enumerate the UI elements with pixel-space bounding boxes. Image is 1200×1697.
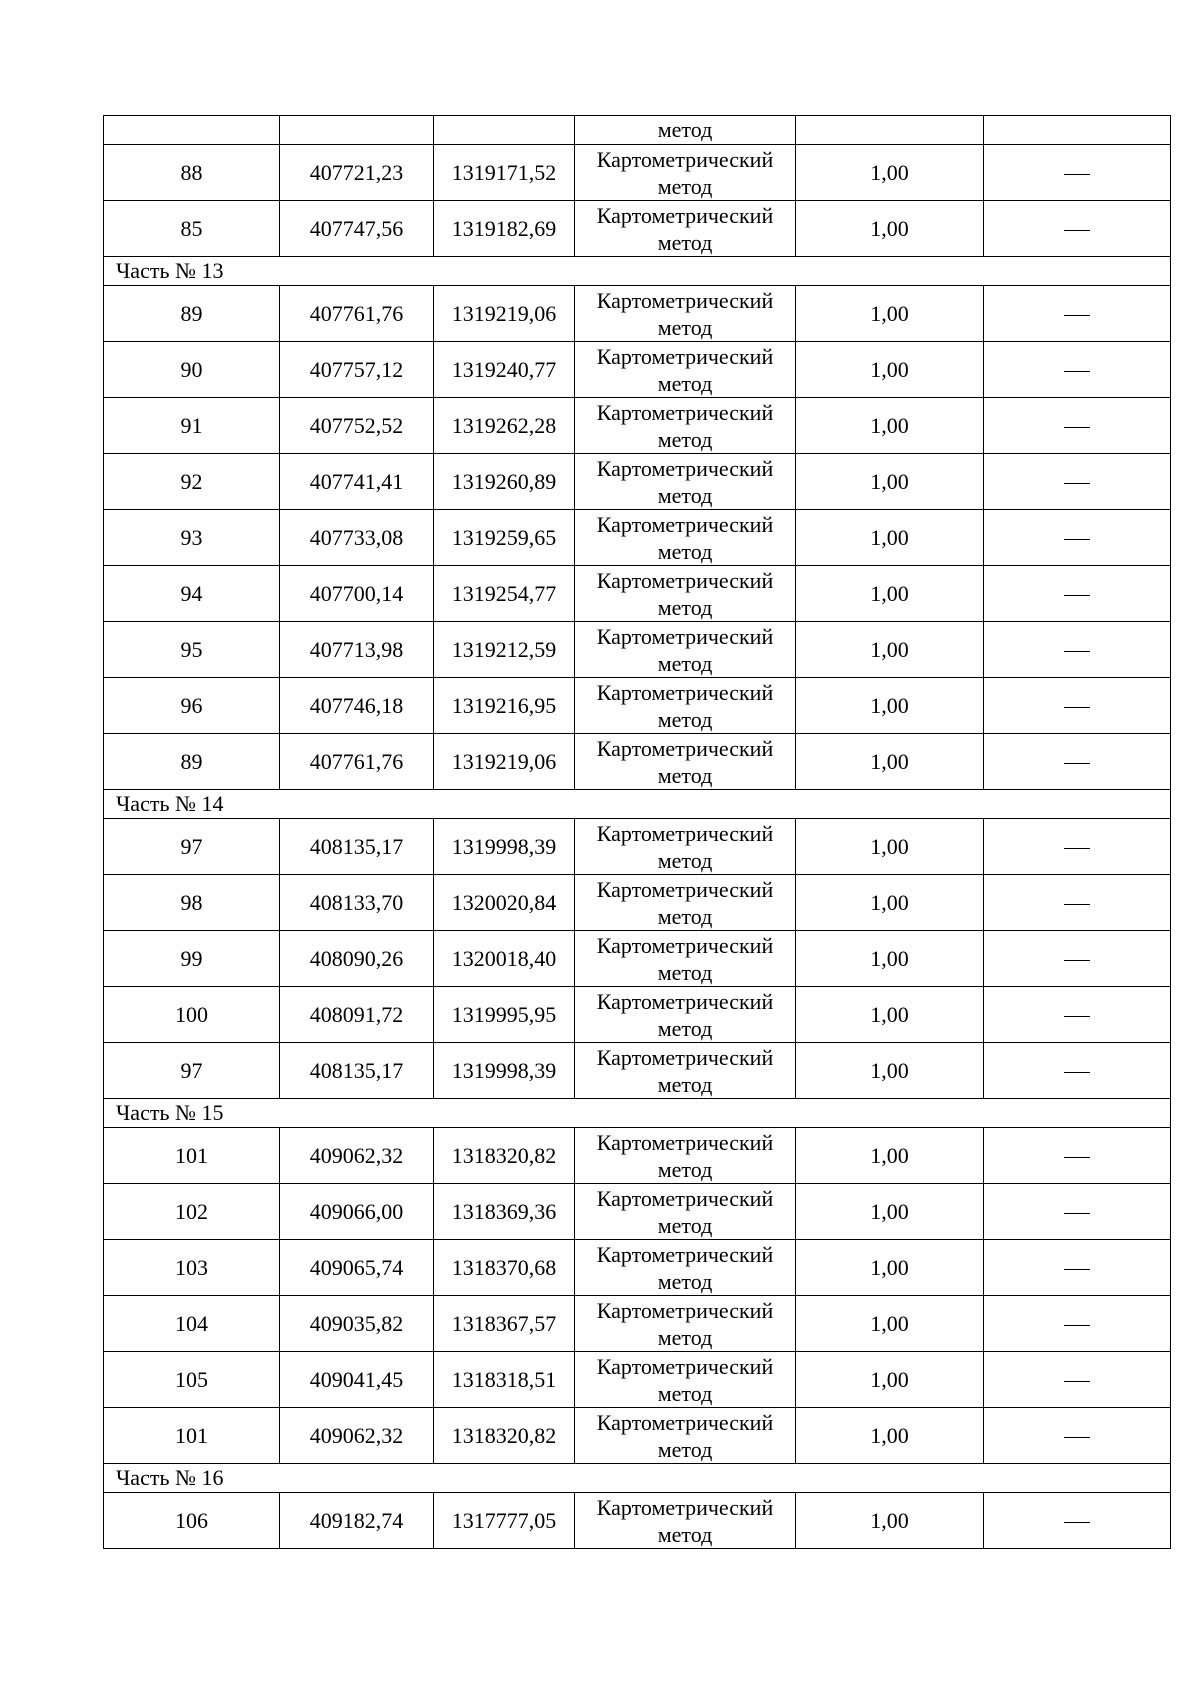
error-value: 1,00 (796, 201, 984, 257)
y-coordinate: 1319171,52 (434, 145, 575, 201)
error-value: 1,00 (796, 145, 984, 201)
method-line-2: метод (657, 959, 713, 985)
method-line-1: Картометрический (596, 623, 774, 649)
x-coordinate: 409062,32 (280, 1408, 434, 1464)
table-row (104, 875, 1171, 931)
table-row (104, 1184, 1171, 1240)
y-coordinate: 1319182,69 (434, 201, 575, 257)
method-line-1: Картометрический (596, 343, 774, 369)
method-line-2: метод (657, 847, 713, 873)
method-line-2: метод (657, 1015, 713, 1041)
point-number: 106 (104, 1493, 280, 1549)
point-number: 85 (104, 201, 280, 257)
method-line-2: метод (657, 229, 713, 255)
x-coordinate: 409065,74 (280, 1240, 434, 1296)
method-line-2: метод (657, 1521, 713, 1547)
dash-mark (1064, 1269, 1090, 1271)
method-line-2: метод (657, 173, 713, 199)
part-header-row (104, 790, 1171, 819)
method-cell (575, 398, 796, 454)
description-cell (984, 454, 1171, 510)
x-coordinate: 409182,74 (280, 1493, 434, 1549)
method-line-1: Картометрический (596, 511, 774, 537)
method-line-2: метод (657, 1324, 713, 1350)
point-number: 95 (104, 622, 280, 678)
point-number: 94 (104, 566, 280, 622)
method-line-2: метод (657, 1212, 713, 1238)
y-coordinate: 1319219,06 (434, 734, 575, 790)
error-value: 1,00 (796, 875, 984, 931)
dash-mark (1064, 371, 1090, 373)
error-value: 1,00 (796, 1296, 984, 1352)
method-cell (575, 987, 796, 1043)
point-number: 96 (104, 678, 280, 734)
description-cell (984, 1240, 1171, 1296)
part-header-row (104, 1464, 1171, 1493)
description-cell (984, 875, 1171, 931)
y-coordinate: 1318369,36 (434, 1184, 575, 1240)
method-cell (575, 1240, 796, 1296)
error-value: 1,00 (796, 987, 984, 1043)
error-value: 1,00 (796, 931, 984, 987)
continued-row (104, 116, 1171, 145)
part-label: Часть № 14 (104, 790, 1171, 819)
point-number: 89 (104, 734, 280, 790)
error-value: 1,00 (796, 678, 984, 734)
error-value: 1,00 (796, 1352, 984, 1408)
method-line-1: Картометрический (596, 455, 774, 481)
dash-mark (1064, 1325, 1090, 1327)
point-number: 88 (104, 145, 280, 201)
y-coordinate: 1319260,89 (434, 454, 575, 510)
description-cell (984, 201, 1171, 257)
method-cell (575, 1493, 796, 1549)
table-row (104, 286, 1171, 342)
y-coordinate: 1318318,51 (434, 1352, 575, 1408)
y-cell (434, 116, 575, 145)
point-number: 101 (104, 1408, 280, 1464)
description-cell (984, 622, 1171, 678)
coordinates-table (103, 115, 1171, 1549)
method-cell (575, 622, 796, 678)
y-coordinate: 1319998,39 (434, 1043, 575, 1099)
x-coordinate: 407746,18 (280, 678, 434, 734)
x-coordinate: 409041,45 (280, 1352, 434, 1408)
x-coordinate: 407757,12 (280, 342, 434, 398)
method-line-2: метод (657, 1156, 713, 1182)
method-cell (575, 342, 796, 398)
method-cell (575, 286, 796, 342)
error-cell (796, 116, 984, 145)
table-row (104, 1043, 1171, 1099)
dash-mark (1064, 1437, 1090, 1439)
x-coordinate: 408090,26 (280, 931, 434, 987)
x-coordinate: 408135,17 (280, 1043, 434, 1099)
dash-mark (1064, 174, 1090, 176)
table-row (104, 1493, 1171, 1549)
point-number: 91 (104, 398, 280, 454)
description-cell (984, 678, 1171, 734)
x-cell (280, 116, 434, 145)
point-number: 97 (104, 1043, 280, 1099)
x-coordinate: 407761,76 (280, 286, 434, 342)
table-row (104, 678, 1171, 734)
method-line-2: метод (657, 706, 713, 732)
point-number: 104 (104, 1296, 280, 1352)
method-cell (575, 454, 796, 510)
method-cell (575, 566, 796, 622)
dash-mark (1064, 848, 1090, 850)
dash-mark (1064, 1213, 1090, 1215)
dash-mark (1064, 1016, 1090, 1018)
dash-mark (1064, 707, 1090, 709)
dash-mark (1064, 1522, 1090, 1524)
y-coordinate: 1319240,77 (434, 342, 575, 398)
description-cell (984, 116, 1171, 145)
method-cell (575, 510, 796, 566)
table-row (104, 1240, 1171, 1296)
x-coordinate: 408091,72 (280, 987, 434, 1043)
point-number: 101 (104, 1128, 280, 1184)
table-row (104, 1352, 1171, 1408)
error-value: 1,00 (796, 1184, 984, 1240)
y-coordinate: 1318320,82 (434, 1408, 575, 1464)
y-coordinate: 1319219,06 (434, 286, 575, 342)
point-number: 102 (104, 1184, 280, 1240)
description-cell (984, 1493, 1171, 1549)
method-line-1: Картометрический (596, 820, 774, 846)
x-coordinate: 407741,41 (280, 454, 434, 510)
dash-mark (1064, 1157, 1090, 1159)
method-line-2: метод (657, 482, 713, 508)
dash-mark (1064, 1072, 1090, 1074)
method-line-2: метод (657, 1268, 713, 1294)
x-coordinate: 408133,70 (280, 875, 434, 931)
y-coordinate: 1319998,39 (434, 819, 575, 875)
x-coordinate: 407733,08 (280, 510, 434, 566)
x-coordinate: 409035,82 (280, 1296, 434, 1352)
method-cell (575, 819, 796, 875)
dash-mark (1064, 904, 1090, 906)
method-cell (575, 1408, 796, 1464)
method-cell (575, 201, 796, 257)
y-coordinate: 1320018,40 (434, 931, 575, 987)
dash-mark (1064, 483, 1090, 485)
description-cell (984, 819, 1171, 875)
coordinates-table-body (104, 116, 1171, 1549)
error-value: 1,00 (796, 1043, 984, 1099)
description-cell (984, 145, 1171, 201)
method-line-1: Картометрический (596, 988, 774, 1014)
y-coordinate: 1319995,95 (434, 987, 575, 1043)
part-label: Часть № 16 (104, 1464, 1171, 1493)
table-row (104, 1128, 1171, 1184)
table-row (104, 1408, 1171, 1464)
table-row (104, 1296, 1171, 1352)
method-line-1: Картометрический (596, 146, 774, 172)
x-coordinate: 407700,14 (280, 566, 434, 622)
method-line-2: метод (657, 1436, 713, 1462)
description-cell (984, 987, 1171, 1043)
method-line-2: метод (657, 314, 713, 340)
method-line-2: метод (657, 426, 713, 452)
error-value: 1,00 (796, 622, 984, 678)
description-cell (984, 566, 1171, 622)
error-value: 1,00 (796, 342, 984, 398)
dash-mark (1064, 1381, 1090, 1383)
error-value: 1,00 (796, 1128, 984, 1184)
method-line-1: Картометрический (596, 932, 774, 958)
table-row (104, 931, 1171, 987)
method-line-1: Картометрический (596, 567, 774, 593)
method-cell (575, 931, 796, 987)
description-cell (984, 1184, 1171, 1240)
table-row (104, 342, 1171, 398)
y-coordinate: 1319262,28 (434, 398, 575, 454)
method-line-1: Картометрический (596, 1353, 774, 1379)
x-coordinate: 407721,23 (280, 145, 434, 201)
table-row (104, 987, 1171, 1043)
table-row (104, 201, 1171, 257)
method-cell (575, 734, 796, 790)
method-cell (575, 145, 796, 201)
x-coordinate: 407761,76 (280, 734, 434, 790)
method-line-2: метод (657, 1071, 713, 1097)
error-value: 1,00 (796, 398, 984, 454)
method-line-1: Картометрический (596, 1409, 774, 1435)
table-row (104, 145, 1171, 201)
x-coordinate: 409062,32 (280, 1128, 434, 1184)
method-line-2: метод (657, 903, 713, 929)
method-line-1: Картометрический (596, 1494, 774, 1520)
y-coordinate: 1318367,57 (434, 1296, 575, 1352)
error-value: 1,00 (796, 819, 984, 875)
method-cell (575, 1128, 796, 1184)
method-cell (575, 678, 796, 734)
table-row (104, 734, 1171, 790)
error-value: 1,00 (796, 510, 984, 566)
method-line-2: метод (657, 1380, 713, 1406)
y-coordinate: 1319259,65 (434, 510, 575, 566)
description-cell (984, 342, 1171, 398)
table-row (104, 622, 1171, 678)
method-line-2: метод (657, 762, 713, 788)
table-row (104, 454, 1171, 510)
point-number: 98 (104, 875, 280, 931)
error-value: 1,00 (796, 1240, 984, 1296)
y-coordinate: 1320020,84 (434, 875, 575, 931)
table-row (104, 510, 1171, 566)
method-cell (575, 1184, 796, 1240)
method-line-2: метод (657, 594, 713, 620)
x-coordinate: 409066,00 (280, 1184, 434, 1240)
method-line-1: Картометрический (596, 287, 774, 313)
point-number: 90 (104, 342, 280, 398)
error-value: 1,00 (796, 454, 984, 510)
description-cell (984, 1352, 1171, 1408)
method-line-1: Картометрический (596, 1044, 774, 1070)
method-line-1: Картометрический (596, 1129, 774, 1155)
y-coordinate: 1318370,68 (434, 1240, 575, 1296)
method-line-2: метод (657, 538, 713, 564)
description-cell (984, 1043, 1171, 1099)
description-cell (984, 1296, 1171, 1352)
method-line-1: Картометрический (596, 679, 774, 705)
y-coordinate: 1319212,59 (434, 622, 575, 678)
point-number: 100 (104, 987, 280, 1043)
x-coordinate: 407713,98 (280, 622, 434, 678)
dash-mark (1064, 315, 1090, 317)
method-cell (575, 1043, 796, 1099)
method-line-1: Картометрический (596, 1297, 774, 1323)
point-number: 92 (104, 454, 280, 510)
error-value: 1,00 (796, 734, 984, 790)
part-header-row (104, 1099, 1171, 1128)
method-line-1: Картометрический (596, 1185, 774, 1211)
table-row (104, 819, 1171, 875)
y-coordinate: 1319254,77 (434, 566, 575, 622)
method-cell (575, 875, 796, 931)
dash-mark (1064, 651, 1090, 653)
point-cell (104, 116, 280, 145)
part-label: Часть № 13 (104, 257, 1171, 286)
point-number: 105 (104, 1352, 280, 1408)
method-cell (575, 1352, 796, 1408)
point-number: 99 (104, 931, 280, 987)
x-coordinate: 407752,52 (280, 398, 434, 454)
point-number: 103 (104, 1240, 280, 1296)
description-cell (984, 931, 1171, 987)
point-number: 89 (104, 286, 280, 342)
dash-mark (1064, 960, 1090, 962)
method-tail-text: метод (657, 117, 713, 142)
dash-mark (1064, 230, 1090, 232)
dash-mark (1064, 427, 1090, 429)
description-cell (984, 1408, 1171, 1464)
part-header-row (104, 257, 1171, 286)
part-label: Часть № 15 (104, 1099, 1171, 1128)
error-value: 1,00 (796, 1408, 984, 1464)
x-coordinate: 407747,56 (280, 201, 434, 257)
table-row (104, 398, 1171, 454)
dash-mark (1064, 539, 1090, 541)
method-cell (575, 1296, 796, 1352)
y-coordinate: 1317777,05 (434, 1493, 575, 1549)
dash-mark (1064, 595, 1090, 597)
method-line-2: метод (657, 370, 713, 396)
y-coordinate: 1319216,95 (434, 678, 575, 734)
x-coordinate: 408135,17 (280, 819, 434, 875)
method-line-1: Картометрический (596, 735, 774, 761)
description-cell (984, 286, 1171, 342)
error-value: 1,00 (796, 566, 984, 622)
error-value: 1,00 (796, 286, 984, 342)
table-row (104, 566, 1171, 622)
method-line-1: Картометрический (596, 876, 774, 902)
method-cell (575, 116, 796, 145)
description-cell (984, 510, 1171, 566)
method-line-1: Картометрический (596, 202, 774, 228)
description-cell (984, 1128, 1171, 1184)
method-line-1: Картометрический (596, 399, 774, 425)
point-number: 97 (104, 819, 280, 875)
point-number: 93 (104, 510, 280, 566)
error-value: 1,00 (796, 1493, 984, 1549)
method-line-2: метод (657, 650, 713, 676)
dash-mark (1064, 763, 1090, 765)
description-cell (984, 734, 1171, 790)
description-cell (984, 398, 1171, 454)
method-line-1: Картометрический (596, 1241, 774, 1267)
y-coordinate: 1318320,82 (434, 1128, 575, 1184)
